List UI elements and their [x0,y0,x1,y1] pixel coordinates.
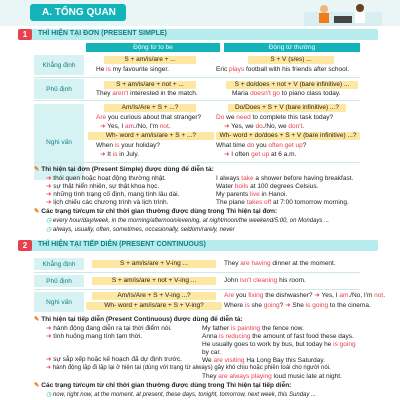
clock-icon: ◷ [46,227,53,233]
row-label-affirmative: Khẳng định [34,55,84,75]
divider [34,162,360,163]
formula-be-affirmative: S + am/is/are + ... [104,56,196,64]
answer-normal-question: ➜ Yes, we do./No, we don't. [224,123,305,130]
formula-wh-question: Wh- word + am/is/are + S + V-ing? [86,302,222,310]
example-normal-negative: Maria doesn't go to piano class today. [232,90,341,97]
pencil-icon: ✎ [34,166,42,173]
usage-example: They are always playing loud music late at night. [202,373,342,380]
example-affirmative: They are having dinner at the moment. [224,260,336,267]
arrow-icon: ➜ [224,151,232,158]
example-question: Are you fixing the dishwasher? ➜ Yes, I am./No, I'm not. [224,292,386,299]
row-label-negative: Phủ định [34,275,84,287]
arrow-icon: ➜ [100,151,108,158]
formula-be-question: Am/Is/Are + S + ...? [104,104,196,112]
section-heading: A. TỔNG QUAN [30,4,126,21]
section-title: THÌ HIỆN TẠI ĐƠN (PRESENT SIMPLE) [38,30,167,37]
example-normal-affirmative: Eric plays football with his friends after school. [216,66,349,73]
pencil-icon: ✎ [34,208,42,215]
example-be-wh-question: When is your holiday? [96,142,160,149]
divider [34,289,360,290]
formula-question: Am/Is/Are + S + V-ing ...? [92,292,216,300]
arrow-icon: ➜ [224,123,232,130]
formula-be-negative: S + am/is/are + not + ... [104,81,196,89]
usage-title: ✎ Thì hiện tại tiếp diễn (Present Continuous) được dùng để diễn tả: [34,316,243,323]
example-wh-question: Where is she going? ➜ She is going to the cinema. [224,302,371,309]
divider [34,77,360,78]
usage-example: He usually goes to work by bus, but today he is going [202,341,356,348]
signal-item: ◷ always, usually, often, sometimes, occasionally, seldom/rarely, never [46,227,235,233]
formula-affirmative: S + am/is/are + V-ing ... [92,260,216,268]
pencil-icon: ✎ [34,316,42,323]
divider [34,100,360,101]
usage-example: by car. [202,349,222,356]
section-1-bar [18,29,378,40]
usage-example: Water boils at 100 degrees Celsius. [216,183,319,190]
formula-be-wh-question: Wh- word + am/is/are + S + ...? [88,132,214,140]
signal-item: ◷ now, right now, at the moment, at present, these days, tonight, tomorrow, next week, this Sunday ... [46,392,317,398]
formula-normal-question: Do/Does + S + V (bare infinitive) ...? [228,104,346,112]
formula-normal-negative: S + do/does + not + V (bare infinitive) ... [226,81,358,89]
column-header-normal: Động từ thường [224,43,360,52]
row-label-affirmative: Khẳng định [34,258,84,270]
arrow-icon: ➜ [100,123,108,130]
signal-item: ◷ every hour/day/week, in the morning/afternoon/evening, at night/noon/the weekend/5:00, on Mondays ... [46,218,330,224]
usage-item: ➜ thói quen hoặc hoạt động thường nhật. [46,175,166,182]
example-be-question: Are you curious about that stranger? [96,114,202,121]
usage-item: ➜ tình huống mang tính tạm thời. [46,333,143,340]
usage-example: The plane takes off at 7:00 tomorrow morning. [216,199,349,206]
usage-example: My father is painting the fence now. [202,325,304,332]
column-header-be: Động từ to be [86,43,220,52]
example-negative: John isn't cleaning his room. [224,277,306,284]
answer-be-question: ➜ Yes, I am./No, I'm not. [100,123,171,130]
usage-example: I always take a shower before having breakfast. [216,175,354,182]
usage-title: ✎ Thì hiện tại đơn (Present Simple) được dùng để diễn tả: [34,166,214,173]
example-be-negative: They aren't interested in the match. [96,90,198,97]
usage-example: We are visiting Ha Long Bay this Saturday. [202,357,325,364]
usage-item: ➜ hành động đang diễn ra tại thời điểm nói. [46,325,172,332]
example-normal-wh-question: What time do you often get up? [216,142,307,149]
usage-item: ➜ những tình trạng cố định, mang tính lâu dài. [46,191,180,198]
section-2-bar [18,240,378,251]
row-label-negative: Phủ định [34,79,84,99]
usage-example: Anna is reducing the amount of fast food these days. [202,333,354,340]
row-label-question: Nghi vấn [34,292,84,312]
usage-item: ➜ sự sắp xếp hoặc kế hoạch đã dự định trước. [46,356,182,363]
answer-be-wh-question: ➜ It is in July. [100,151,139,158]
pencil-icon: ✎ [34,382,42,389]
signal-title: ✎ Các trạng từ/cụm từ chỉ thời gian thường được dùng trong Thì hiện tại tiếp diễn: [34,382,292,389]
page-header [0,0,400,26]
section-number: 1 [18,29,32,40]
usage-item: ➜ sự thật hiển nhiên, sự thật khoa học. [46,183,160,190]
signal-title: ✎ Các trạng từ/cụm từ chỉ thời gian thường được dùng trong Thì hiện tại đơn: [34,208,278,215]
formula-normal-wh-question: Wh- word + do/does + S + V (bare infinitive) ...? [216,132,360,140]
example-be-affirmative: He is my favourite singer. [96,66,169,73]
formula-normal-affirmative: S + V (s/es) ... [248,56,334,64]
answer-normal-wh-question: ➜ I often get up at 6 a.m. [224,151,297,158]
header-illustration [304,0,382,26]
usage-item: ➜ hành động lặp đi lặp lại ở hiện tại (dùng với trạng từ always) gây khó chịu hoặc phiền toái cho người nói. [46,365,331,371]
usage-item: ➜ lịch chiếu các chương trình và lịch trình. [46,199,169,206]
example-normal-question: Do we need to complete this task today? [216,114,334,121]
clock-icon: ◷ [46,218,53,224]
section-title: THÌ HIỆN TẠI TIẾP DIỄN (PRESENT CONTINUOUS) [38,241,206,248]
divider [34,272,360,273]
clock-icon: ◷ [46,392,53,398]
row-label-question: Nghi vấn [34,104,84,180]
formula-negative: S + am/is/are + not + V-ing ... [92,277,216,285]
usage-example: My parents live in Hanoi. [216,191,288,198]
section-number: 2 [18,240,32,251]
